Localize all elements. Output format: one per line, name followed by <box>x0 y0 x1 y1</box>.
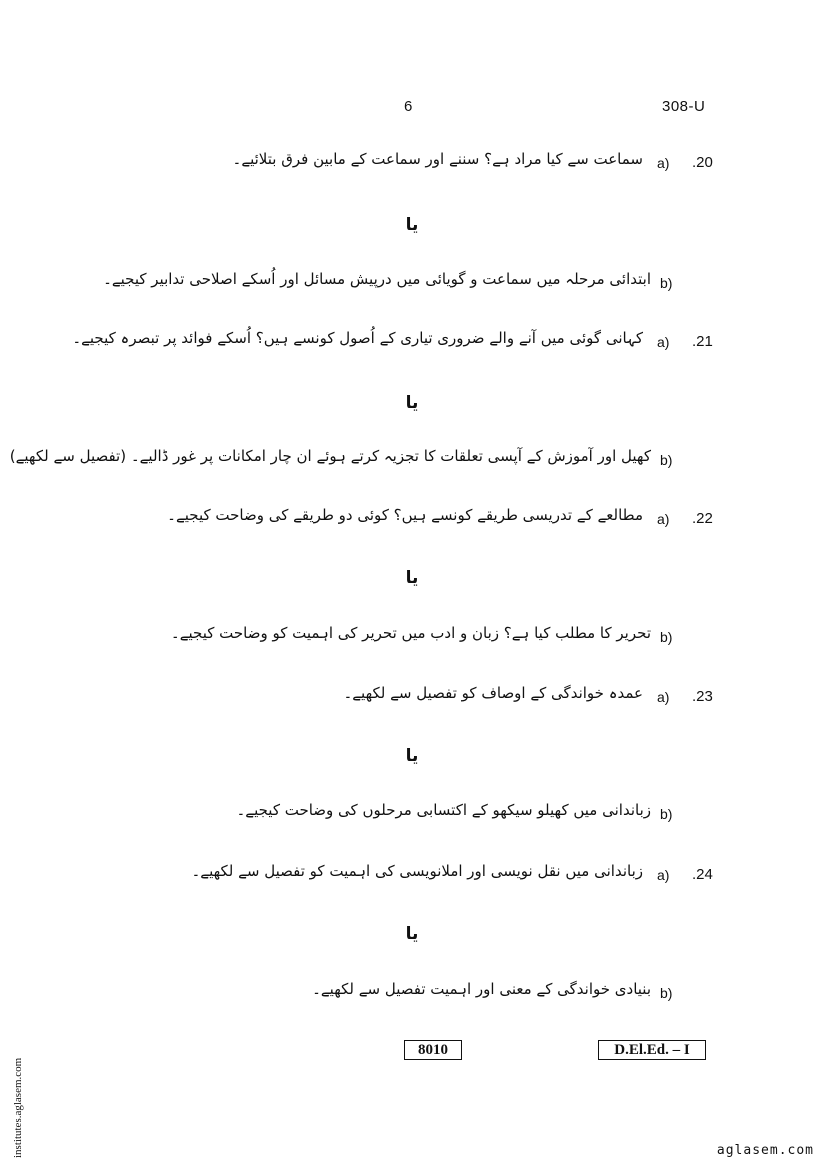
course-box: D.El.Ed. – I <box>598 1040 706 1060</box>
part-a-label: a) <box>657 867 670 883</box>
question-22-a-text: مطالعے کے تدریسی طریقے کونسے ہیں؟ کوئی دو طریقے کی وضاحت کیجیے۔ <box>167 506 643 524</box>
or-separator: یا <box>405 924 419 944</box>
or-separator: یا <box>405 215 419 235</box>
question-21-a-text: کہانی گوئی میں آنے والے ضروری تیاری کے اُصول کونسے ہیں؟ اُسکے فوائد پر تبصرہ کیجیے۔ <box>72 329 643 347</box>
question-24-a-text: زباندانی میں نقل نویسی اور املانویسی کی اہمیت کو تفصیل سے لکھیے۔ <box>191 862 643 880</box>
part-a-label: a) <box>657 155 670 171</box>
question-24-b-text: بنیادی خواندگی کے معنی اور اہمیت تفصیل سے لکھیے۔ <box>312 980 651 998</box>
part-b-label: b) <box>660 275 673 291</box>
or-separator: یا <box>405 746 419 766</box>
question-number: .21 <box>692 333 713 350</box>
question-20-a-text: سماعت سے کیا مراد ہے؟ سننے اور سماعت کے مابین فرق بتلائیے۔ <box>232 150 643 168</box>
part-b-label: b) <box>660 985 673 1001</box>
paper-number-box: 8010 <box>404 1040 462 1060</box>
part-b-label: b) <box>660 629 673 645</box>
or-separator: یا <box>405 568 419 588</box>
question-number: .23 <box>692 688 713 705</box>
page-number: 6 <box>404 98 413 115</box>
part-a-label: a) <box>657 511 670 527</box>
question-21-b-text: کھیل اور آموزش کے آپسی تعلقات کا تجزیہ کرتے ہوئے ان چار امکانات پر غور ڈالیے۔ (تفصیل سے لکھیے) <box>9 447 651 465</box>
side-watermark: institutes.aglasem.com <box>12 1057 24 1158</box>
part-b-label: b) <box>660 806 673 822</box>
question-number: .24 <box>692 866 713 883</box>
part-b-label: b) <box>660 452 673 468</box>
paper-code: 308-U <box>662 98 706 115</box>
question-20-b-text: ابتدائی مرحلہ میں سماعت و گویائی میں درپیش مسائل اور اُسکے اصلاحی تدابیر کیجیے۔ <box>103 270 651 288</box>
or-separator: یا <box>405 393 419 413</box>
site-footer: aglasem.com <box>716 1143 814 1158</box>
question-23-a-text: عمدہ خواندگی کے اوصاف کو تفصیل سے لکھیے۔ <box>343 684 643 702</box>
question-number: .20 <box>692 154 713 171</box>
question-number: .22 <box>692 510 713 527</box>
part-a-label: a) <box>657 334 670 350</box>
part-a-label: a) <box>657 689 670 705</box>
question-22-b-text: تحریر کا مطلب کیا ہے؟ زبان و ادب میں تحریر کی اہمیت کو وضاحت کیجیے۔ <box>170 624 651 642</box>
question-23-b-text: زباندانی میں کھیلو سیکھو کے اکتسابی مرحلوں کی وضاحت کیجیے۔ <box>236 801 651 819</box>
